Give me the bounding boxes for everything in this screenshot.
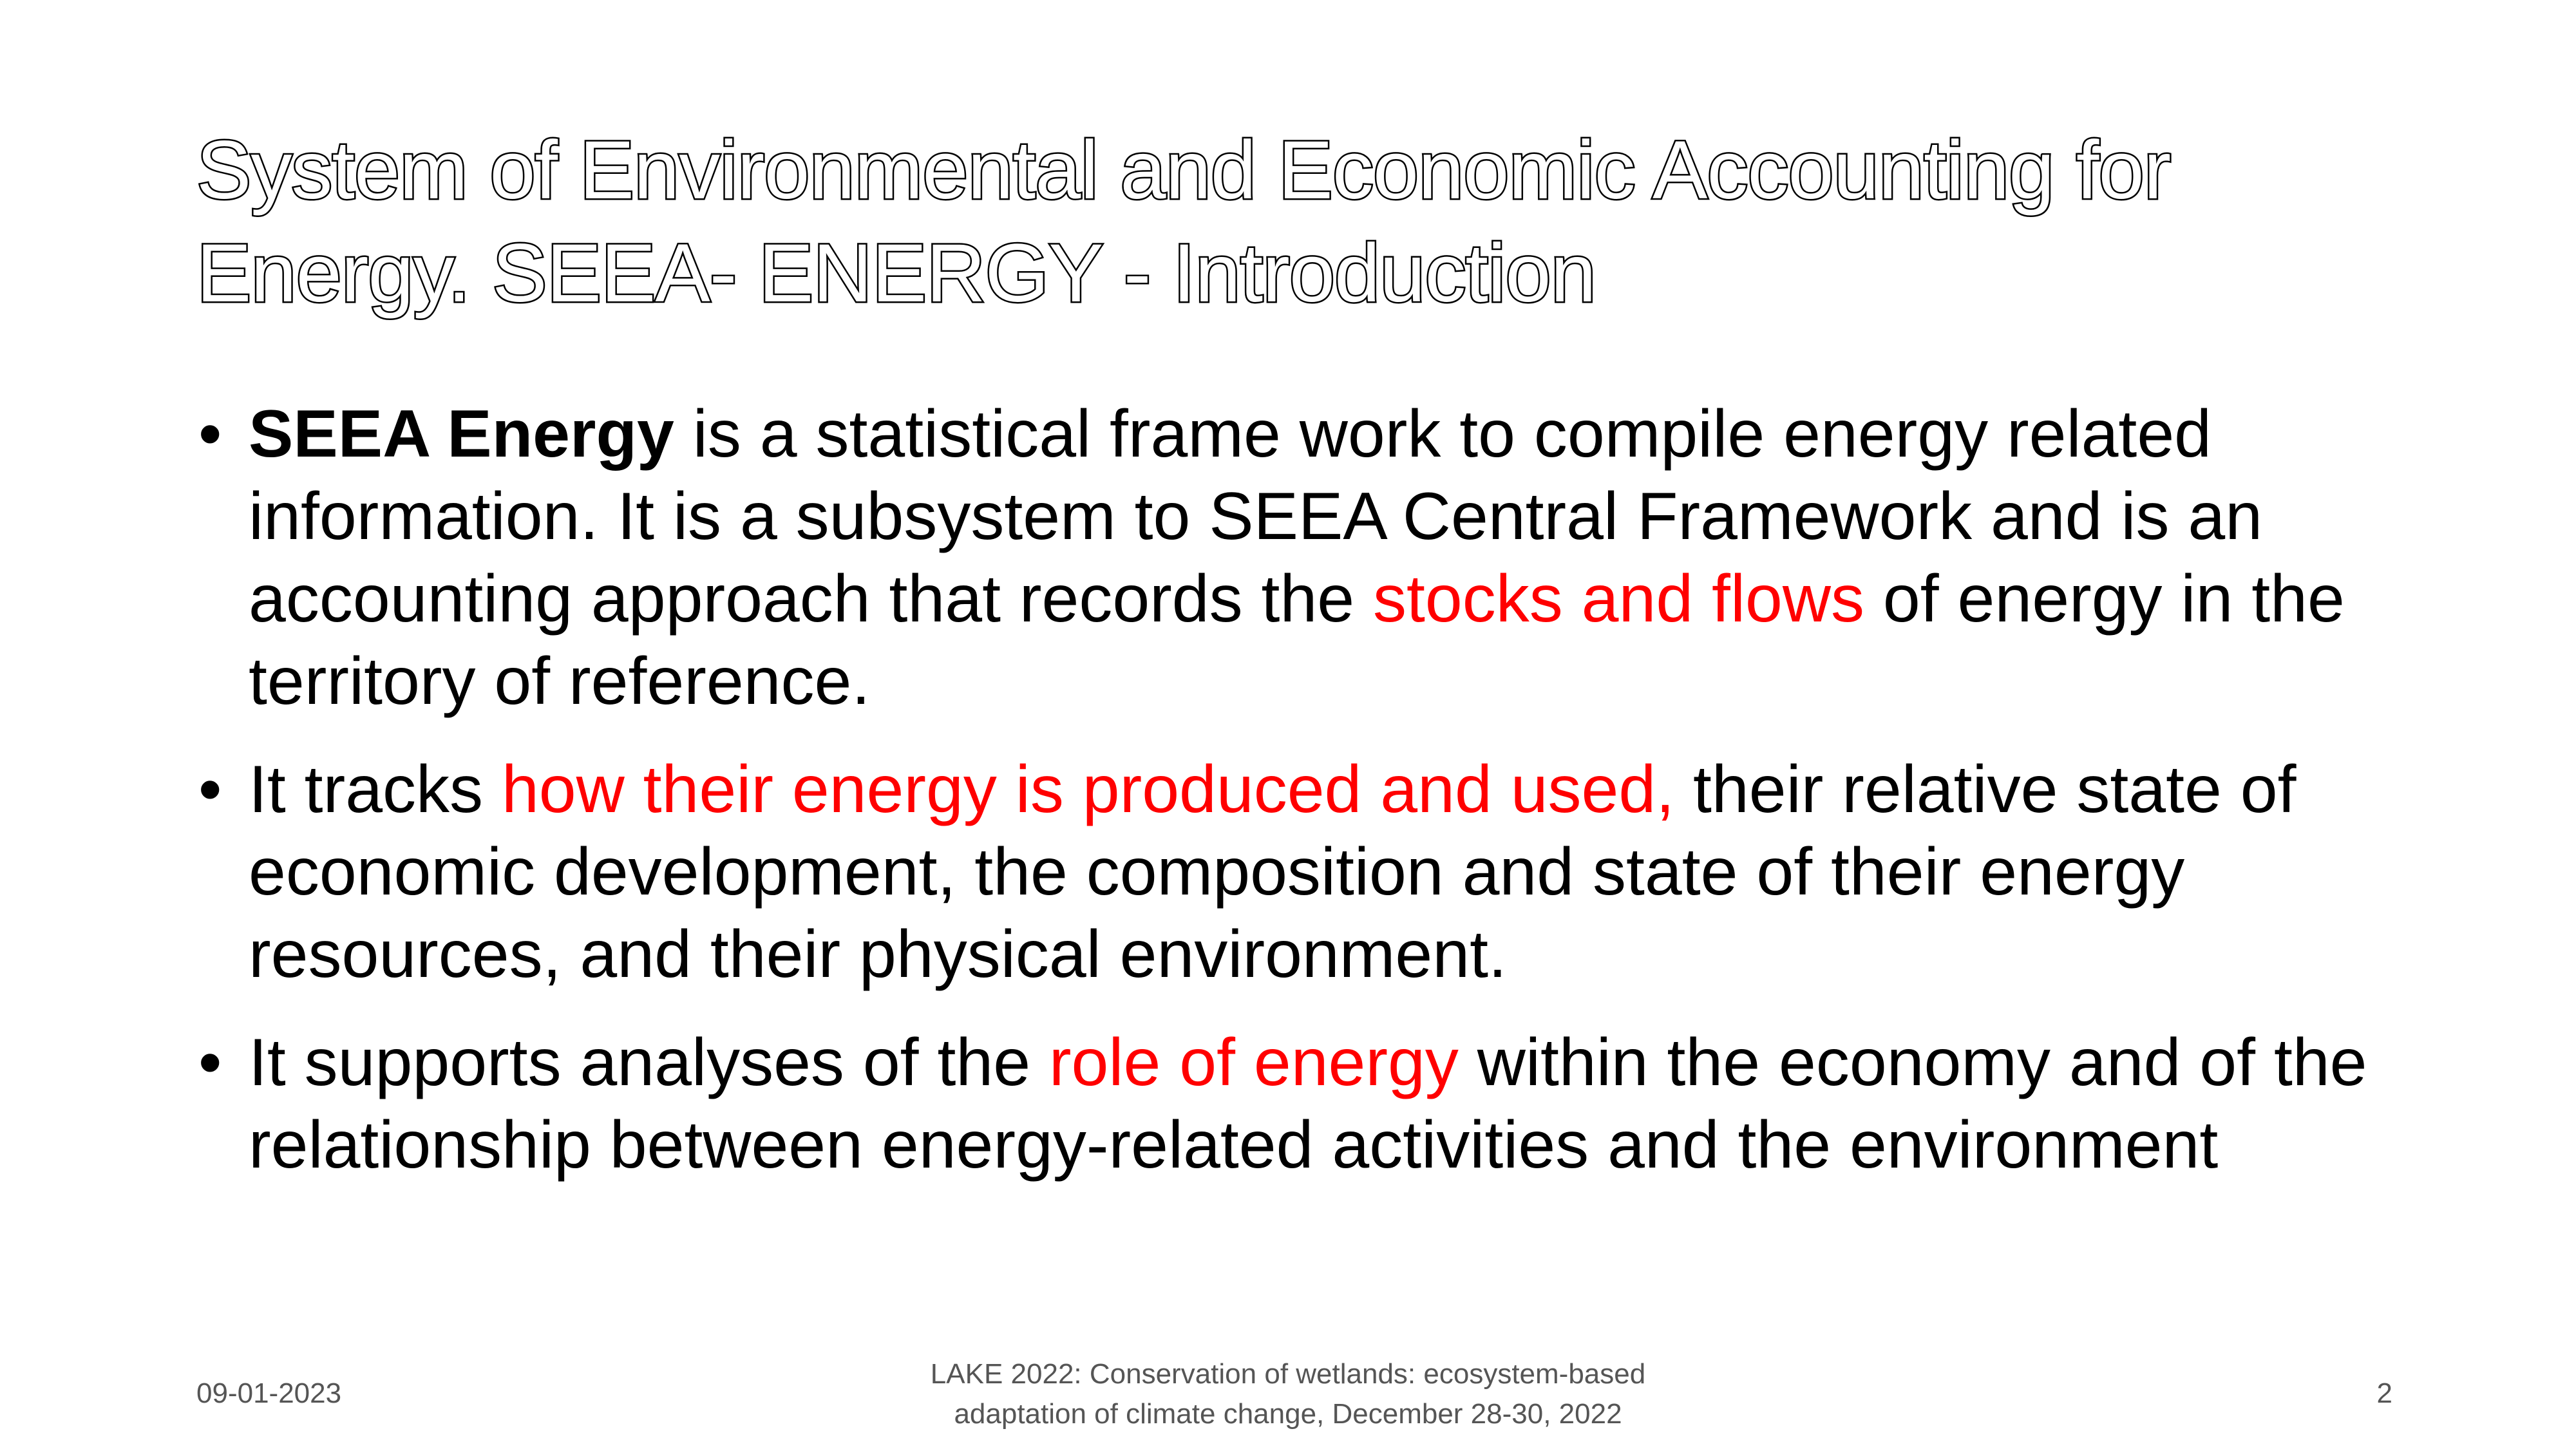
bullet-text: It tracks (249, 752, 502, 827)
bullet-text: is a statistical frame work to compile energy related information. It is a subsystem to SEEA Central Framework and is an accounting approach that records the (249, 397, 2263, 636)
slide-title (196, 119, 2418, 325)
bullet-marker: • (198, 752, 222, 827)
bullet-bold-term: SEEA Energy (249, 397, 674, 471)
footer-event-line-1: LAKE 2022: Conservation of wetlands: ecosystem-based (930, 1358, 1646, 1390)
bullet-list (193, 393, 2415, 1212)
page-number: 2 (2376, 1378, 2392, 1409)
bullet-marker: • (198, 397, 222, 471)
footer-date: 09-01-2023 (196, 1378, 342, 1409)
bullet-text: their relative state of economic development, the composition and state of their energy resources, and their physical environment. (249, 752, 2297, 992)
bullet-item-tracks (193, 748, 2415, 996)
bullet-item-seea-energy (193, 393, 2415, 723)
bullet-text: It supports analyses of the (249, 1025, 1049, 1100)
bullet-item-supports (193, 1021, 2415, 1186)
slide-title-line-2: Energy. SEEA- ENERGY - Introduction (196, 227, 1596, 319)
bullet-marker: • (198, 1025, 222, 1100)
bullet-highlight: stocks and flows (1373, 562, 1865, 636)
bullet-text: within the economy and of the relationship between energy-related activities and the environment (249, 1025, 2367, 1182)
bullet-text: of energy in the territory of reference. (249, 562, 2345, 719)
footer-event-caption (837, 1354, 1739, 1434)
bullet-highlight: how their energy is produced and used, (501, 752, 1675, 827)
footer-event-line-2: adaptation of climate change, December 28-30, 2022 (954, 1398, 1622, 1430)
slide-title-line-1: System of Environmental and Economic Accounting for (196, 124, 2171, 216)
bullet-highlight: role of energy (1048, 1025, 1459, 1100)
